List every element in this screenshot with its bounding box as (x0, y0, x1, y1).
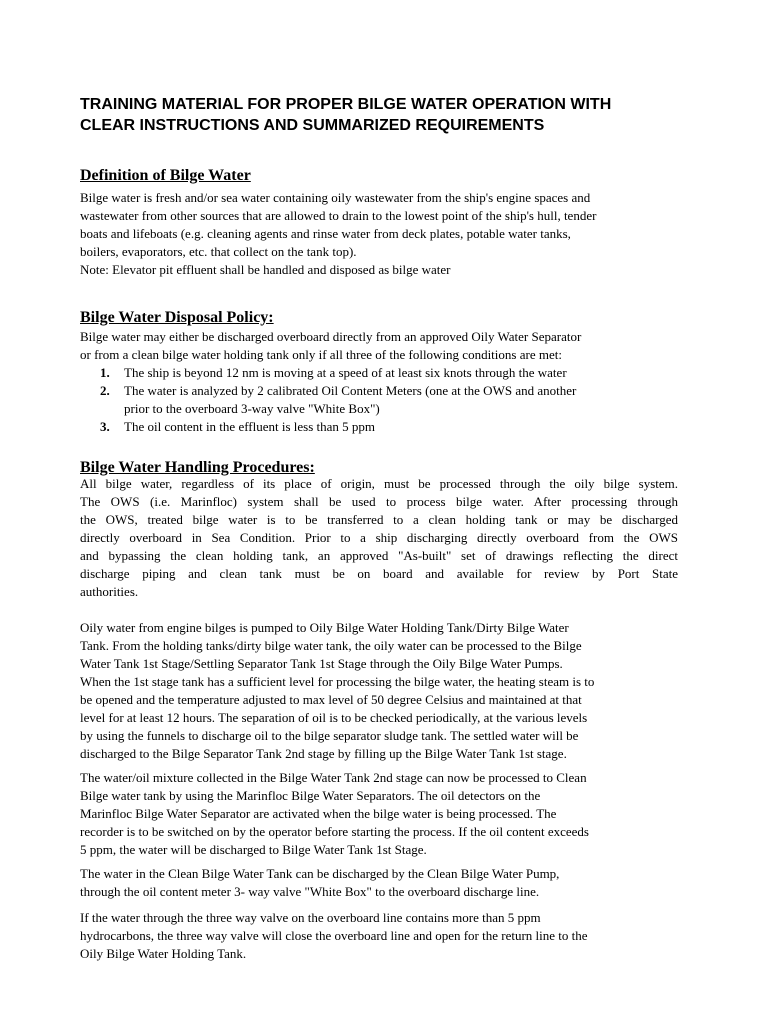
paragraph-line: The OWS (i.e. Marinfloc) system shall be used to process bilge water. After processing through (80, 494, 678, 509)
paragraph-line: and bypassing the clean holding tank, an approved "As-built" set of drawings reflecting the direct (80, 548, 678, 563)
handling-paragraph-1 (80, 475, 678, 601)
paragraph-line: boats and lifeboats (e.g. cleaning agents and rinse water from deck plates, potable water tanks, (80, 226, 571, 241)
section-heading-definition: Definition of Bilge Water (80, 167, 251, 184)
handling-paragraph-2 (80, 619, 594, 763)
list-number: 2. (100, 383, 110, 398)
note-line: Note: Elevator pit effluent shall be handled and disposed as bilge water (80, 262, 451, 277)
paragraph-line: discharge piping and clean tank must be on board and available for review by Port State (80, 566, 678, 581)
paragraph-line: Bilge water may either be discharged overboard directly from an approved Oily Water Separator (80, 329, 582, 344)
paragraph-line: level for at least 12 hours. The separation of oil is to be checked periodically, at the various levels (80, 710, 588, 725)
paragraph-line: recorder is to be switched on by the operator before starting the process. If the oil content exceeds (80, 824, 589, 839)
paragraph-line: 5 ppm, the water will be discharged to Bilge Water Tank 1st Stage. (80, 842, 427, 857)
paragraph-line: through the oil content meter 3- way valve "White Box" to the overboard discharge line. (80, 884, 540, 899)
paragraph-line: Bilge water is fresh and/or sea water containing oily wastewater from the ship's engine spaces and (80, 190, 591, 205)
list-item-text: The water is analyzed by 2 calibrated Oil Content Meters (one at the OWS and another (124, 383, 577, 398)
title-line: TRAINING MATERIAL FOR PROPER BILGE WATER OPERATION WITH (80, 96, 612, 113)
paragraph-line: the OWS, treated bilge water is to be transferred to a clean holding tank or may be discharged (80, 512, 678, 527)
paragraph-line: or from a clean bilge water holding tank only if all three of the following conditions are met: (80, 347, 562, 362)
paragraph-line: Water Tank 1st Stage/Settling Separator Tank 1st Stage through the Oily Bilge Water Pumps. (80, 656, 563, 671)
list-item-text: The ship is beyond 12 nm is moving at a speed of at least six knots through the water (124, 365, 567, 380)
paragraph-line: directly overboard in Sea Condition. Prior to a ship discharging directly overboard from the OWS (80, 530, 678, 545)
paragraph-line: authorities. (80, 584, 139, 599)
section-heading-disposal-policy: Bilge Water Disposal Policy: (80, 309, 274, 326)
paragraph-line: discharged to the Bilge Separator Tank 2nd stage by filling up the Bilge Water Tank 1st stage. (80, 746, 567, 761)
paragraph-line: The water in the Clean Bilge Water Tank can be discharged by the Clean Bilge Water Pump, (80, 866, 560, 881)
list-item (80, 382, 576, 418)
paragraph-line: The water/oil mixture collected in the Bilge Water Tank 2nd stage can now be processed to Clean (80, 770, 587, 785)
list-item (80, 364, 576, 382)
paragraph-line: wastewater from other sources that are allowed to drain to the lowest point of the ship's hull, tender (80, 208, 597, 223)
disposal-conditions-list (80, 364, 576, 436)
paragraph-line: Tank. From the holding tanks/dirty bilge water tank, the oily water can be processed to the Bilge (80, 638, 582, 653)
list-item-text: The oil content in the effluent is less than 5 ppm (124, 419, 376, 434)
list-item-text: prior to the overboard 3-way valve "White Box") (124, 401, 380, 416)
paragraph-line: Oily water from engine bilges is pumped to Oily Bilge Water Holding Tank/Dirty Bilge Water (80, 620, 569, 635)
paragraph-line: by using the funnels to discharge oil to the bilge separator sludge tank. The settled water will be (80, 728, 579, 743)
paragraph-line: boilers, evaporators, etc. that collect on the tank top). (80, 244, 357, 259)
title-line: CLEAR INSTRUCTIONS AND SUMMARIZED REQUIREMENTS (80, 117, 545, 134)
definition-paragraph (80, 189, 596, 279)
handling-paragraph-4 (80, 865, 559, 901)
document-title (80, 94, 720, 136)
handling-paragraph-3 (80, 769, 589, 859)
paragraph-line: All bilge water, regardless of its place of origin, must be processed through the oily bilge system. (80, 476, 678, 491)
paragraph-line: hydrocarbons, the three way valve will close the overboard line and open for the return line to the (80, 928, 588, 943)
list-number: 1. (100, 365, 110, 380)
paragraph-line: Oily Bilge Water Holding Tank. (80, 946, 247, 961)
paragraph-line: be opened and the temperature adjusted to max level of 50 degree Celsius and maintained at that (80, 692, 582, 707)
list-number: 3. (100, 419, 110, 434)
paragraph-line: When the 1st stage tank has a sufficient level for processing the bilge water, the heating steam is to (80, 674, 595, 689)
paragraph-line: If the water through the three way valve on the overboard line contains more than 5 ppm (80, 910, 541, 925)
list-item (80, 418, 576, 436)
paragraph-line: Bilge water tank by using the Marinfloc Bilge Water Separators. The oil detectors on the (80, 788, 541, 803)
paragraph-line: Marinfloc Bilge Water Separator are activated when the bilge water is being processed. The (80, 806, 557, 821)
disposal-policy-paragraph (80, 328, 581, 364)
section-heading-handling-procedures: Bilge Water Handling Procedures: (80, 459, 315, 476)
handling-paragraph-5 (80, 909, 588, 963)
